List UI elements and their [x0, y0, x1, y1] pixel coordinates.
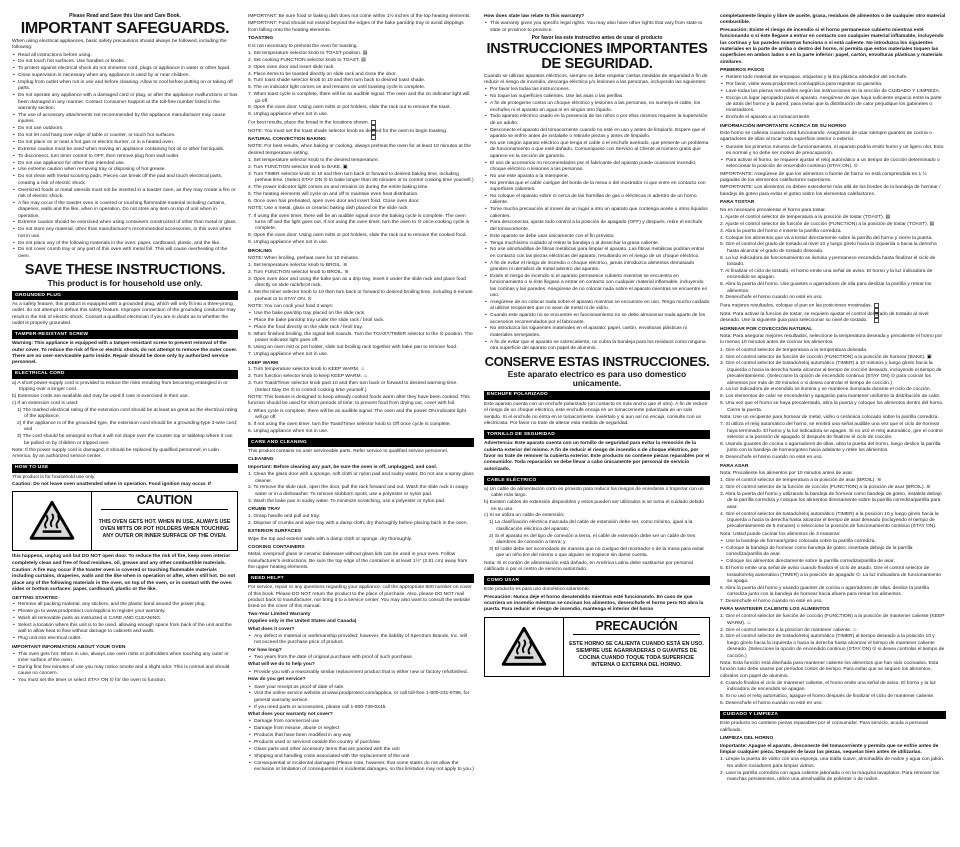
- bullet-list: [248, 685, 474, 712]
- list-item: 2. Dispose of crumbs and wipe tray with a damp cloth; dry thoroughly before placing back in the oven.: [248, 520, 468, 526]
- numbered-list: [720, 348, 946, 414]
- list-item: 4. La luz indicadora de encendido se ilumina y se mantiene iluminada durante el ciclo de cocción.: [720, 387, 931, 393]
- paragraph: When using electrical appliances, basic safety precautions should always be followed, including the following:: [12, 38, 227, 51]
- numbered-list: [248, 332, 474, 359]
- list-item: 9. Unplug appliance when not in use.: [248, 240, 329, 246]
- list-item: • Do not touch hot surfaces. Use handles or knobs.: [12, 59, 238, 65]
- caution-icon-cell: [485, 618, 563, 676]
- numbered-list: [248, 472, 474, 505]
- paragraph: Nota: Para activar la funcion de tostar, se requiere ajustar el control del grado de tostado al nivel deseado. Use la siguiente guia para seleccionar su nivel de tostado.: [720, 311, 929, 324]
- numbered-list: [720, 614, 946, 660]
- list-item: 1. Turn temperature selector knob to KEEP WARM. ♨: [248, 367, 365, 373]
- section-subheading: CRUMB TRAY: [248, 507, 281, 512]
- list-item: 6. Once oven has preheated, open oven door and insert food. Close oven door.: [248, 198, 420, 204]
- list-item: 7. If using the oven timer, there will be an audible signal once the baking cycle is complete. The oven turns off and the light goes out. If not using the oven timer, turn the oven to ⊙ once cooking cycle is complete.: [248, 213, 470, 232]
- paragraph: NOTE: You can cook your food 3 ways:: [248, 304, 334, 309]
- list-item: 1. Gire el control selector de función de cocción (FUNCTION) a la posición de mantener caliente (KEEP WARM). ♨: [720, 614, 945, 626]
- list-item: • Enchufe el aparato a un tomacorriente.: [720, 115, 946, 121]
- list-item: 9. Unplug appliance when not in use.: [248, 112, 329, 118]
- list-item: 3) El cable debe ser acomodado de manera que no cuelgue del mostrador o de la mesa para evitar que un niño tire del mismo o que alguien se tropiece sin darse cuenta.: [489, 546, 705, 559]
- list-item: 1. Set temperature selector knob to the desired temperature.: [248, 158, 380, 164]
- paragraph: IMPORTANT: Be sure food or baking dish does not come within 1½ inches of the top heating elements.: [248, 14, 471, 19]
- list-item: 7. Unplug appliance when not in use.: [248, 352, 329, 358]
- bullet-list: [720, 145, 946, 171]
- list-item: b) Extension cords are available and may be used if care is exercised in their use.: [12, 393, 189, 399]
- household-use-subheading: Este aparato electrico es para uso domestico unicamente.: [507, 368, 687, 388]
- bullet-list: [720, 539, 946, 566]
- list-item: • Read all instructions before using.: [12, 53, 238, 59]
- numbered-list: [484, 487, 710, 560]
- paragraph: Nota: Usted puede cocinar los alimentos de 3 maneras:: [720, 531, 841, 537]
- bold-paragraph: Two-Year Limited Warranty: [248, 611, 311, 617]
- list-item: • Do not operate any appliance with a damaged cord or plug, or after the appliance malfunctions or has been damaged in any manner. Contact Consumer Support at the toll-free number listed in the warranty section.: [12, 93, 238, 112]
- list-item: • El uso de accesorios no recomendados por el fabricante del aparato puede ocasionar incendio, choque eléctrico o lesiones a las personas.: [484, 161, 710, 174]
- list-item: 9. Desenchufe el horno cuando no esté en uso.: [720, 455, 823, 461]
- bullet-list: [248, 655, 474, 661]
- list-item: 6. Using an oven mitt or pot holder, slide out broiling rack together with bake pan to remove food.: [248, 345, 458, 351]
- list-item: • Tome mucha precaución al mover de un lugar a otro un aparato que contenga aceite u otros líquidos calientes.: [484, 207, 710, 220]
- list-item: 5. Si no usó el reloj automático, apague el horno después de finalizar el ciclo de mantener caliente.: [720, 694, 935, 700]
- bold-paragraph: this happens, unplug unit but DO NOT open door. To reduce the risk of fire, keep oven interior completely clean and free of food residues, oil, grease and any other combustible materials.: [12, 554, 231, 566]
- list-item: 2. Set cooking FUNCTION selector knob to TOAST. ▤: [248, 57, 366, 63]
- column-2: [248, 13, 474, 839]
- list-item: • Oversized foods or metal utensils must not be inserted in a toaster oven, as they may create a fire or risk of electric shock.: [12, 188, 238, 201]
- numbered-list: [248, 214, 474, 247]
- paragraph: This product is for household use only.: [12, 474, 96, 480]
- bullet-list: [248, 719, 474, 773]
- list-item: • A fin de evitar el riesgo de incendio o choque eléctrico, jamás introduzca alimentos demasiado grandes ni utensilios de metal adentro del aparato.: [484, 261, 710, 274]
- list-item: • Damage from commercial use: [248, 719, 474, 725]
- list-item: • Retiere todo material de empaque, etiquetas y la tira plástica alrededor del enchufe.: [720, 75, 946, 81]
- paragraph: Metal, ovenproof glass or ceramic bakeware without glass lids can be used in your oven. Follow manufacturer's instructions. Be sure the top edge of the container is at least 1½" (3.81 cm) away from the upper heating elements.: [248, 552, 468, 570]
- section-subheading: COOKING CONTAINERS: [248, 544, 305, 550]
- numbered-list: [720, 566, 946, 605]
- list-item: • Para desconectar, ajuste todo control a la posición de apagado (OFF) y después, retire el enchufe del tomacorriente.: [484, 220, 710, 233]
- list-item: 3. Gire el control selector de tostado/reloj automático (TIMER) al tiempo deseado a la posición 10 y luego gírelo hacia la izquierda o hacia la derecha hasta alcanzar el tiempo de mantener caliente deseado. (Seleccione la opción de encendido continuo (STAY ON) ⊙ si desea controlar el tiempo de cocción.): [720, 634, 945, 659]
- list-item: 2. Turn FUNCTION selector knob to BAKE. ▣: [248, 165, 348, 170]
- caution-body: [563, 618, 709, 676]
- list-item: 4. When cycle is complete, there will be an audible signal. The oven and the power ON indicator light will go off.: [248, 408, 466, 420]
- list-item: • A fire may occur if the toaster oven is covered or touching flammable material including curtains, draperies, walls and the like, when in operation. Do not store any item on top of unit when in operation.: [12, 201, 238, 220]
- list-item: • No permita que el cable cuelgue del borde de la mesa o del mostrador ni que entre en contacto con superficies calientes.: [484, 181, 710, 194]
- bullet-list: [12, 652, 238, 685]
- list-item: 1. Gire el control selector de temperatura a la temperatura deseada.: [720, 347, 868, 353]
- list-item: • No use este aparato a la intemperie.: [484, 174, 710, 180]
- numbered-list: [248, 51, 474, 119]
- bold-paragraph: Advertencia: Este aparato cuenta con un tornillo de seguridad para evitar la remoción de la cubierta exterior del mismo. A fin de reducir el riesgo de incendio o de choque eléctrico, por favor no trate de remover la cubierta exterior. Este producto no contiene piezas reparables por el consumidor. Toda reparación se debe llevar a cabo únicamente por personal de servicio autorizado.: [484, 441, 710, 472]
- list-item: • Glass parts and other accessory items that are packed with the unit: [248, 747, 474, 753]
- paragraph: As a safety feature, this product is equipped with a grounded plug, which will only fit into a three-prong outlet. do not attempt to defeat this safety feature. Improper connection of the grounding conductor may result in the risk of electric shock. Consult a qualified electrician if you are in doubt as to whether the outlet is properly grounded.: [12, 301, 236, 327]
- list-item: • Place the bake pan/drip tray under the slide rack / broil rack.: [248, 318, 474, 324]
- list-item: 8. Open the oven door. Using oven mitts or pot holders, slide the rack out to remove the toast.: [248, 105, 451, 111]
- heat-warning-triangle-icon: [29, 500, 75, 542]
- list-item: c) Si se utiliza un cable de extensión:: [484, 513, 565, 519]
- list-item: • Do not store any material, other than manufacturer's recommended accessories, in this oven when not in use.: [12, 227, 238, 240]
- section-subheading: EXTERIOR SURFACES: [248, 529, 301, 535]
- list-item: • A fin de evitar que el aparato se sobrecaliente, no cubra la bandeja para los residuos como ninguna otra superficie del aparato con papel de aluminio.: [484, 340, 710, 353]
- section-bar: TORNILLO DE SEGURIDAD: [484, 430, 710, 439]
- numbered-list: [248, 409, 474, 436]
- bold-paragraph: For how long?: [248, 647, 282, 653]
- list-item: • Extreme caution must be used when moving an appliance containing hot oil or other hot liquids.: [12, 147, 238, 153]
- kicker-text: Por favor lea este instructivo antes de usar el producto: [531, 34, 663, 41]
- paragraph: Note: If the power supply cord is damaged, it should be replaced by qualified personnel; in Latin America, by an authorized service center.: [12, 447, 219, 460]
- section-subheading: PARA ASAR: [720, 463, 749, 469]
- list-item: 5. If not using the oven timer, turn the Toast/Timer selector knob to Off once cycle is complete.: [248, 421, 451, 427]
- paragraph: Nota: Use un recipiente para hornear de metal, vidrio o cerámica colocado sobre la parrilla corrediza.: [720, 414, 939, 420]
- bullet-list: [12, 602, 238, 642]
- list-item: 1. Grasp handle and pull out tray.: [248, 513, 320, 519]
- paragraph: Este aparato cuenta con un enchufe polarizado (un contacto es más ancho que el otro). A fin de reducir el riesgo de un choque eléctrico, este enchufe encaja en un tomacorriente polarizada en un solo sentido. Si el enchufe no entra en le tomacorriente, inviértalo y si aun así no encaja, consulte con un electricista. Por favor no trate de alterar esta medida de seguridad.: [484, 401, 708, 426]
- list-item: • No use ningún aparato eléctrico que tenga el cable o el enchufe averiado, que presente un problema de funcionamiento o que esté dañado. Comuníquese con Servicio al Cliente al número gratis que aparece en la sección de garantía.: [484, 141, 710, 160]
- list-item: • Durante los primeros minutos de funcionamiento, el aparato podría emitir humo y un ligero olor. Esto es normal y no debe ser motivo de preocupación.: [720, 145, 946, 158]
- paragraph: NOTE: This feature is designed to keep already cooked foods warm after they have been cooked. This function should be used for short periods of time; to prevent food from drying out, cover with foil.: [248, 394, 470, 407]
- list-item: • The use of accessory attachments not recommended by the appliance manufacturer may cause injuries.: [12, 113, 238, 126]
- bullet-list: [484, 87, 710, 352]
- list-item: • Consequential or incidental damages (Please note, however, that some states do not allow the exclusion or limitation of consequential or incidental damages, so this limitation may not apply to you.): [248, 761, 474, 774]
- list-item: • No use almohadillas de fibras metálicas para limpiar el aparato. Las fibras metálicas podrían entrar en contacto con las piezas eléctricas del aparato, resultando en el riesgo de un choque eléctrico.: [484, 247, 710, 260]
- section-bar: COMO USAR: [484, 576, 710, 585]
- caution-text: THIS OVEN GETS HOT. WHEN IN USE, ALWAYS USE OVEN MITTS OR POT HOLDERS WHEN TOUCHING ANY OUTER OR INNER SURFACE OF THE OVEN.: [98, 519, 231, 540]
- bold-paragraph: What does your warranty not cover?: [248, 712, 333, 717]
- section-bar: CUIDADO Y LIMPIEZA: [720, 711, 946, 720]
- section-subheading: NATURAL CONVECTION BAKING: [248, 137, 326, 142]
- section-subheading: INFORMACIÓN IMPORTANTE ACERCA DE SU HORNO: [720, 123, 847, 129]
- paragraph: NOTE: You must set the toast shade selector knob as desired for the oven to begin toasting.: [248, 128, 448, 134]
- list-item: 3) The cord should be arranged so that it will not drape over the counter top or tabletop where it can be pulled on by children or tripped over.: [17, 434, 233, 446]
- list-item: 4. Set the timer selector knob to 10 then turn back or forward to desired broiling time, including 5-minute preheat or to STAY ON. ⊙: [248, 290, 473, 302]
- list-item: 2. Gire el control selector de función de cocción (FUNCTION) a la posición de hornear (BAKE). ▣: [720, 354, 932, 360]
- section-subheading: KEEP WARM: [248, 360, 279, 366]
- list-item: 4. The power indicator light comes on and remains on during the entire baking time.: [248, 185, 429, 191]
- bullet-list: [248, 311, 474, 331]
- numbered-list: [248, 263, 474, 303]
- bold-paragraph: Precaución: Existe el riesgo de incendio si el horno permanence cubierto mientras esté funcionando o si éste llegase a entrar en contacto con cualquier material inflamable, incluyendo las cortinas y las paredes mientras funciona o si está caliente. No introduzca los siguientes materiales en la parte de arriba o dentro del horno, ní permita que estos materiales toquen las superficies en ambos lados o en la parte inferior: papel, cartón, envolturas plásticas y materials similares.: [720, 27, 944, 65]
- paragraph: Este producto no contiene piezas reparables por el consumidor. Para servicio, acuda a personal calificado.: [720, 721, 928, 733]
- paragraph: Nota: Precaliente los alimentos por 10 minutos antes de asar.: [720, 470, 854, 476]
- list-item: • Damage from misuse, abuse or neglect: [248, 726, 474, 732]
- section-subheading: TOASTING: [248, 36, 274, 42]
- list-item: • This oven gets hot. When in use, always use oven mitts or potholders when touching any outer or inner surface of the oven.: [12, 652, 238, 665]
- list-item: • Save your receipt as proof of date of sale.: [248, 685, 474, 691]
- list-item: 1) The marked electrical rating of the extension cord should be at least as great as the electrical rating of the appliance;: [17, 407, 238, 420]
- list-item: 1) La clasificación eléctrica marcada del cable de extensión debe ser, como mínimo, igual a la clasificación eléctrica del aparato;: [489, 520, 693, 532]
- list-item: 4. Gire el control selector de tostado/reloj automático (TIMER) a la posición 10 y luego gírelo hacia la izquierda o hacia la derecha hasta alcanzar el tiempo de asar deseado (incluyendo el tiempo de precalentamiento de 5 minutos) o seleccione la posición de funcionamiento continuo (STAY ON).: [720, 511, 939, 530]
- list-item: 2. Gire el control selector a la posicion de mantener caliente. ♨: [720, 627, 858, 633]
- list-item: 1. Clean the glass door with a sponge, soft cloth or nylon pad and sudsy water. Do not use a spray glass cleaner.: [248, 472, 474, 484]
- section-bar: ELECTRICAL CORD: [12, 370, 238, 379]
- list-item: 6. Desenchufe el horno cuando no esté en uso.: [720, 701, 823, 707]
- list-item: • Lave todas las piezas removibles según las instrucciones en la sección de CUIDADO Y LIMPIEZA.: [720, 89, 946, 95]
- paragraph: NOTE: When broiling, preheat oven for 10 minutes.: [248, 255, 360, 261]
- list-item: 7. Al finalizar el ciclo de tostado, el horno emite una señal de aviso. El horno y la luz indicadora de encendido se apagan.: [720, 268, 933, 281]
- section-subheading: PARA TOSTAR: [720, 200, 755, 206]
- list-item: a) Un cable de alimentación corto es provisto para reducir los riesgos de enredarse o tropezar con un cable más largo.: [484, 486, 704, 499]
- section-bar: ENCHUFE POLARIZADO: [484, 391, 710, 400]
- list-item: 5. Turn toast shade selector knob to 10 and then turn back to desired toast shade.: [248, 78, 426, 84]
- bold-paragraph: Caution: Do not leave oven unattended when in operation. Food ignition may occur. If: [12, 481, 211, 487]
- paragraph: Wipe the top and exterior walls with a damp cloth or sponge. dry thoroughly.: [248, 536, 413, 542]
- bullet-list: [484, 21, 710, 34]
- list-item: 2) Si el aparato es del tipo de conexión a tierra, el cable de extensión debe ser un cable de tres alambres de conexión a tierra; y: [489, 533, 696, 545]
- list-item: 1. Set temperature selector knob to TOAST position. ▤: [248, 50, 368, 56]
- paragraph: Nota: Esta función está diseñada para mantener caliente los alimentos que han sido cocinados. Esta función solo debe usarse por períodos cortos de tiempo. Para evitar que se sequen los alimentos, cúbralos con papel de aluminio.: [720, 660, 939, 679]
- list-item: • Close supervision is necessary when any appliance is used by or near children.: [12, 73, 238, 79]
- list-item: 2. Turn FUNCTION selector knob to BROIL. ≋: [248, 270, 349, 276]
- list-item: • No coloque el aparato sobre ni cerca de las hornillas de gas o eléctricas ni adentro de un horno caliente.: [484, 194, 710, 207]
- bold-paragraph: Important: Before cleaning any part, be sure the oven is off, unplugged, and cool.: [248, 464, 438, 470]
- list-item: • During first few minutes of use you may notice smoke and a slight odor. This is normal and should cause no concern.: [12, 665, 238, 678]
- list-item: • Provide you with a reasonably similar replacement product that is either new or factory refurbished.: [248, 670, 474, 676]
- paragraph: NOTE: Use a metal, glass or ceramic baking dish placed on the slide rack: [248, 206, 408, 212]
- paragraph: IMPORTANTE: Los alimentos no deben extenderse más allá de los bordes de la bandeja de hornear / bandejo de goteo para evitar el goteo sobre los elementos calefactores.: [720, 185, 941, 197]
- bold-paragraph: How do you get service?: [248, 677, 306, 683]
- list-item: 7. Desenchufe el horno cuando no esté en uso.: [720, 599, 823, 604]
- list-item: 1. Gire el control selector de temperatura a la posición de asar (BROIL). ≋: [720, 478, 882, 484]
- list-item: • This warranty gives you specific legal rights. You may also have other rights that vary from state to state or province to province.: [484, 21, 710, 34]
- bold-paragraph: Warning: This appliance is equipped with a tamper-resistant screw to prevent removal of the outer cover. To reduce the risk of fire or electric shock, do not attempt to remove the outer cover. There are no user-serviceable parts inside. Repair should be done only by authorized service personnel.: [12, 341, 238, 366]
- list-item: 2. Ajuste el control selector de función de cocción (FUNCTION) a la posición de tostar (TOAST). ▤: [720, 221, 935, 227]
- list-item: 3. Open oven door and insert slide rack.: [248, 64, 335, 70]
- paragraph: For service, repair or any questions regarding your appliance, call the appropriate 800 number on cover of this book. Please DO NOT return the product to the place of purchase. Also, please DO NOT mail product back to manufacturer, nor bring it to a service center. You may also want to consult the website listed on the cover of this manual.: [248, 585, 472, 610]
- list-item: • Desconecte el aparato del tomacorriente cuando no esté en uso y antes de limpiarlo. Espere que el aparato se enfríe antes de instalarle o retirarle piezas y antes de limpiarlo.: [484, 128, 710, 141]
- list-item: 3. Abra la puerta del horno e inserte la parrilla corrediza.: [720, 228, 842, 234]
- list-item: 2. Turn function selector knob to keep KEEP WARM. ♨: [248, 374, 368, 380]
- numbered-list: [12, 381, 238, 447]
- list-item: • Coloque los alimentos directamente sobre la parrilla corrediza/parrilla de asar.: [720, 559, 946, 565]
- section-subheading: HORNEAR POR COVECCIÓN NATURAL: [720, 326, 813, 332]
- list-item: 2. Lave la parrilla corrediza con agua caliente jabonada o en la máquina lavaplatos. Para remover las manchas persistentes, utilice una almohadilla de poliéster o de nailon.: [720, 770, 940, 782]
- caution-icon-cell: [13, 492, 91, 550]
- numbered-list: [720, 215, 946, 302]
- list-item: • Cuando este aparato no se encuentre en funcionamiento no se debe almacenar nada aparte de los accesorios recomendados por el fabricante.: [484, 313, 710, 326]
- list-item: • Do not use outdoors.: [12, 126, 238, 132]
- paragraph: Nota: Para asegurar mejores resultados, seleccione la temperatura deseada y precaliente el horno por lo menos 10 minutos antes de cocinar los alimentos.: [720, 333, 943, 346]
- column-1: [12, 13, 238, 839]
- section-bar: CARE AND CLEANING: [248, 438, 474, 447]
- list-item: • Escoja un lugar apropiado para el aparato. Asegúrese de que haya suficiente espacio entre la parte de atrás del horno y la pared, para evitar que la distribución de calor perjudique los gabinetes o mostradores.: [720, 96, 946, 115]
- list-item: • Please go to www.prodprotect.com/applica to register your warranty.: [12, 609, 238, 615]
- section-subheading: IMPORTANT INFORMATION ABOUT YOUR OVEN: [12, 644, 126, 650]
- list-item: 3. Open oven door and using the bake pan as a drip tray, insert it under the slide rack and place food directly on slide rack/broil rack.: [248, 277, 466, 289]
- kicker-text: Please Read and Save this Use and Care Book.: [69, 13, 181, 19]
- section-subheading: BROILING: [248, 248, 272, 254]
- list-item: 5. El horno emite una señal de aviso cuando finaliza el ciclo de asado. Gire el control selector de tostado/reloj automático (TIMER) a la posición de apagado ⊙. La luz indicadora de funcionamiento se apaga.: [720, 566, 941, 584]
- list-item: • Shipping and handling costs associated with the replacement of the unit: [248, 754, 474, 760]
- list-item: • Remove all packing material, any stickers, and the plastic band around the power plug.: [12, 602, 238, 608]
- section-subheading: CLEANING: [248, 457, 274, 463]
- bold-paragraph: (Applies only in the United States and Canada): [248, 619, 357, 625]
- list-item: • To protect against electrical shock do not immerse cord, plugs or appliance in water or other liquid.: [12, 66, 238, 72]
- numbered-list: [248, 514, 474, 527]
- list-item: 2) If the appliance is of the grounded type, the extension cord should be a grounding-type 3-wire cord; and: [17, 420, 238, 433]
- section-bar: NEED HELP?: [248, 574, 474, 583]
- section-subheading: GETTING STARTED: [12, 595, 58, 601]
- numbered-list: [720, 757, 946, 783]
- list-item: 1. Set temperature selector knob to BROIL. ≋: [248, 263, 348, 269]
- save-instructions-heading: CONSERVE ESTAS INSTRUCCIONES.: [484, 354, 710, 370]
- bold-paragraph: How does state law relate to this warranty?: [484, 14, 585, 19]
- paragraph: Este horno se calienta cuando está funcionando. Asegúrese de usar siempre guantes de cocina o agarradores de ollas al tocar toda superficie interior o exterior.: [720, 130, 932, 143]
- list-item: b) Existen cables de extensión disponibles y estos pueden ser utilizados si se toma el cuidado debido en su uso.: [484, 500, 704, 512]
- bold-paragraph: What does it cover?: [248, 626, 295, 632]
- bread-position-grid-icon: [873, 303, 882, 311]
- list-item: • Do not clean with metal scouring pads. Pieces can break off the pad and touch electrical parts, creating a risk of electric shock.: [12, 174, 238, 187]
- list-item: 7. Si utiliza el reloj automático del horno, se emitirá una señal audible una vez que el ciclo de hornear haya terminado. El horno y la luz indicadora se apagan. Si no usó el reloj automático, gire el control selector a la posición de apagado ⊙ después de finalizar el ciclo de cocción.: [720, 422, 943, 440]
- bold-paragraph: What will we do to help you?: [248, 662, 315, 668]
- section-bar: GROUNDED PLUG: [12, 291, 238, 300]
- list-item: • Two years from the date of original purchase with proof of such purchase.: [248, 655, 474, 661]
- list-item: • Select a location where this unit is to be used, allowing enough space from back of the unit and the wall to allow heat to flow without damage to cabinets and walls.: [12, 623, 238, 636]
- list-item: • Do not let cord hang over edge of table or counter, or touch hot surfaces.: [12, 133, 238, 139]
- list-item: 4. Coloque los alimentos que va a tostar directamente sobre la parrilla del horno y cierre la puerta.: [720, 235, 933, 241]
- list-item: 5. When finished broiling, the signal bell sounds. Turn the TOAST/TIMER selector to the ⊙ position. The power indicator light goes off.: [248, 332, 473, 344]
- bullet-list: [720, 75, 946, 122]
- list-item: c) If an extension cord is used:: [12, 400, 79, 406]
- numbered-list: [720, 478, 946, 531]
- list-item: • Do not cover crumb tray or any part of this oven with metal foil. This will cause overheating of the oven.: [12, 247, 238, 260]
- list-item: • If you need parts or accessories, please call 1-800-738-0245.: [248, 705, 474, 711]
- list-item: • Este aparato se debe usar únicamente con el fin previsto.: [484, 234, 710, 240]
- list-item: • Do not place on or near a hot gas or electric burner, or in a heated oven.: [12, 140, 238, 146]
- list-item: 6. Una vez que el horno se haya precalentado, abra la puerta y coloque los alimentos dentro del horno. Cierre la puerta.: [720, 401, 944, 413]
- caution-title: PRECAUCIÓN: [595, 618, 678, 633]
- caution-text: ESTE HORNO SE CALIENTA CUANDO ESTÁ EN USO. SIEMPRE USE AGARRADERAS O GUANTES DE COCINA CUANDO TOQUE TODA SUPERFICIE INTERNA O EXTERNA DEL HORNO.: [569, 640, 704, 669]
- heat-warning-triangle-icon: [501, 626, 547, 668]
- list-item: 6. Unplug appliance when not in use.: [248, 428, 329, 434]
- main-heading: INSTRUCCIONES IMPORTANTES DE SEGURIDAD.: [486, 41, 708, 72]
- list-item: a) A short power-supply cord is provided to reduce the risks resulting from becoming entangled in or tripping over a longer cord.: [12, 380, 228, 393]
- caution-divider: [573, 634, 700, 635]
- paragraph: IMPORTANTE: Asegúrese de que los alimentos o fuente de horno no está comprendida en 1 ½ pulgadas de los elementos calefactores superiores.: [720, 171, 927, 183]
- list-item: 4. Cuando finaliza el ciclo de mantener caliente, el horno emite una señal de aviso. El horno y la luz indicadora de encendido se apagan.: [720, 681, 936, 693]
- list-item: • Do not use appliance for other than intended use.: [12, 161, 238, 167]
- list-item: 3. Turn Toast/Timer selector knob past 10 and then turn back or forward to desired warming time. (Select Stay On ⊙ to control cooking time yourself.): [248, 381, 458, 393]
- household-use-subheading: This product is for household use only.: [47, 277, 203, 288]
- section-bar: TAMPER-RESISTANT SCREW: [12, 330, 238, 339]
- bold-paragraph: Precaución: Nunca deje el horno desatendido mientras esté funcionando. En caso de que ocurriera un incendio mientras se cocinan los alimentos, desenchufe el horno pero NO abra la puerta. Para reducir el riesgo de incendio, mantenga el interior del horno: [484, 594, 704, 613]
- column-4: [720, 13, 946, 839]
- list-item: • Coloque la bandeja de hornear como bandeja de goteo, insertada debajo de la parrilla corrediza/parrilla de asar.: [720, 546, 946, 559]
- bullet-list: [248, 634, 474, 647]
- bullet-list: [248, 670, 474, 676]
- section-subheading: PARA MANTENER CALIENTE LOS ALIMENTOS: [720, 607, 830, 613]
- paragraph: Cuando se utilizan aparatos eléctricos, siempre se debe respetar ciertas medidas de seguridad a fin de reducir el riesgo de incendio, descarga eléctrica y/o lesiones a las personas, incluyendo las siguientes:: [484, 73, 708, 86]
- list-item: 3. Turn TIMER selector knob to 10 and then turn back or forward to desired baking time, including preheat time. (Select STAY ON ⊙ to bake longer than 30 minutes or to control cooking time yourself.): [248, 171, 474, 184]
- paragraph: It is not necessary to preheat the oven for toasting.: [248, 43, 358, 49]
- list-item: • Do not place any of the following materials in the oven: paper, cardboard, plastic, and the like.: [12, 241, 238, 247]
- list-item: • Existe el riesgo de incendio si el aparato permanece cubierto mientras se encuentra en funcionamiento o si éste llegase a entrar en contacto con cualquier material inflamable, incluyendo las cortinas y las paredes. Asegúrese de no colocar nada sobre el aparato mientras se encuentre en uso.: [484, 274, 710, 300]
- list-item: • Por favor lea todas las instrucciones.: [484, 87, 710, 93]
- numbered-list: [720, 681, 946, 708]
- list-item: 8. Usando guantes de cocina o agarradores de ollas, abra la puerta del horno, luego deslice la parrilla junto con la bandeja de horneo/goteo hacia adelante y retire los alimentos.: [720, 441, 941, 454]
- list-item: 6. La luz indicadora de funcionamiento se ilumina y permanece encendida hasta finalizar el ciclo de tostado.: [720, 255, 936, 267]
- list-item: 6. Abra la puerta del horno y usando guantes de cocina o agarradores de ollas, deslice la parrilla corrediza junto con la bandeja de hornear hacia afuera para retirar los alimentos.: [720, 585, 930, 598]
- list-item: • No introduzca los siguientes materiales en el aparato: papel, cartón, envolturas plásticas ni materiales semejantes.: [484, 326, 710, 339]
- bold-paragraph: Caution: A fire may occur if the toaster oven is covered or touching flammable materials including curtains, draperies, walls and the like when in operation or after, when still hot. Do not place any of the following materials in the oven, on top of the oven, or in contact with the oven sides or bottom surfaces: paper, cardboard, plastic or the like.: [12, 568, 236, 593]
- list-item: • Visit the online service website at www.prodprotect.com/applica, or call toll-free 1-800-231-9786, for general warranty service.: [248, 691, 474, 704]
- list-item: 5. The heating elements will cycle on and off to maintain even heat distribution.: [248, 192, 419, 197]
- list-item: • No toque las superficies calientes. Use las asas o las perillas.: [484, 94, 710, 100]
- numbered-list: [248, 367, 474, 394]
- list-item: 1. Ajuste el control selector de temperatura a la posición de tostar (TOAST). ▤: [720, 214, 891, 220]
- list-item: • Any defect in material or workmanship provided; however, the liability of Spectrum Brands, Inc. will not exceed the purchase price of product.: [248, 634, 474, 647]
- caution-box: [484, 617, 710, 677]
- column-3: [484, 13, 710, 839]
- save-instructions-heading: SAVE THESE INSTRUCTIONS.: [24, 262, 226, 279]
- list-item: • Wash all removable parts as instructed in CARE AND CLEANING.: [12, 616, 238, 622]
- bread-position-grid-icon: [370, 120, 379, 128]
- caution-title: CAUTION: [136, 493, 193, 508]
- list-item: • Asegúrese de no colocar nada sobre el aparato mientras se encuentre en uso. Tenga mucho cuidado al utilizar recipientes que no sean de metal ni de vidrio.: [484, 300, 710, 313]
- list-item: • Para activar el horno, se requiere ajustar el reloj automático a un tiempo de cocción determinado o seleccionar la posición de encendido continuo (STAY ON). ⊙: [720, 158, 946, 171]
- bold-paragraph: Importante: Apague el aparato, desconecte del tomacorriente y permita que se enfríe antes de limpiar cualquier pieza. Después de lavar las piezas, sequelas bien antes de utilizarlas.: [720, 743, 939, 755]
- list-item: • Use the bake pan/drip tray placed on the slide rack.: [248, 311, 474, 317]
- paragraph: Nota: Si el cordón de alimentación está dañado, en América Latina debe sustituirse por personal calificado o por el centro de servicio autorizado.: [484, 560, 693, 572]
- section-subheading: LIMPIEZA DEL HORNO: [720, 736, 774, 742]
- paragraph: NOTE: For best results, when baking or cooking, always preheat the oven for at least 10 minutes at the desired temperature setting.: [248, 144, 471, 156]
- list-item: 1. Limpie la puerta de vidrio con una esponja, una toalla suave, almohadilla de nailon y agua con jabón. No utilice rociadores para limpiar vidrios.: [720, 757, 945, 769]
- list-item: • Tenga muchísimo cuidado al retirar la bandeja o al desechar la grasa caliente.: [484, 241, 710, 247]
- list-item: • Use extreme caution when removing tray or disposing of hot grease.: [12, 167, 238, 173]
- paragraph: IMPORTANT: Food should not extend beyond the edges of the bake pan/drip tray to avoid drippings from falling onto the heating elements.: [248, 21, 464, 33]
- paragraph: This product contains no user serviceable parts. Refer service to qualified service personnel.: [248, 449, 449, 454]
- caution-box: [12, 491, 238, 551]
- paragraph: For best results, place the bread in the locations shown.: [248, 120, 474, 128]
- section-bar: CABLE ELÉCTRICO: [484, 476, 710, 485]
- list-item: 4. Place items to be toasted directly on slide rack and close the door.: [248, 71, 397, 77]
- list-item: • A fin de protegerse contra un choque eléctrico y lesiones a las personas, no sumerja el cable, los enchufes ni el aparato en agua ni en ningún otro líquido.: [484, 101, 710, 114]
- list-item: 2. Gire el control selector de la función de cocción (FUNCTION) a la posición de asar (BROIL). ≋: [720, 485, 931, 491]
- list-item: 7. When toast cycle is complete, there will be an audible signal. The oven and the on indicator light will go off.: [248, 92, 470, 104]
- list-item: 3. Gire el control selector de tostado/reloj automático (TIMER) a 10 minutos y luego gírelo hacia la izquierda o hacia la derecha hasta alcanzar al tiempo de cocción deseado, incluyendo el tiempo de precalentamiento. (Seleccione la opción de encendido continuo (STAY ON) ⊙ para cocinar los alimentos por más de 30 minutos o si desea controlar el tiempo de cocción.): [720, 361, 942, 386]
- bullet-list: [12, 53, 238, 261]
- bold-paragraph: completamente limpio y libre de aceite, grasa, residuos de alimentos o de cualquier otro material combustible.: [720, 14, 946, 26]
- section-subheading: PRIMEROS PASOS: [720, 68, 765, 73]
- list-item: 3. Wash the bake pan in sudsy water. To minimize scratching, use a polyester or nylon pad.: [248, 498, 446, 504]
- caution-divider: [101, 509, 228, 510]
- numbered-list: [720, 422, 946, 461]
- list-item: • Plug unit into electrical outlet.: [12, 636, 238, 642]
- list-item: 8. Abra la puerta del horno. Use guantes o agarradores de olla para deslizar la parrilla y retirar los alimentos.: [720, 282, 932, 294]
- list-item: 3. Abra la puerta del horno y utilizando la bandeja de hornear como bandeja de goteo, instálela debajo de la parrilla corrediza y coloque los alimentos directamente sobre la parrilla corrediza/parrilla para asar.: [720, 492, 942, 510]
- list-item: 5. Gire el control del grado de tostado al nivel 10 y luego gírelo hacia la izquierda o hacia la derecha hasta alcanzar el grado de tostado deseado.: [720, 242, 937, 254]
- paragraph: Para mejores resultados, coloque el pan en las posiciones mostradas.: [720, 303, 946, 311]
- numbered-list: [248, 158, 474, 205]
- list-item: • Por favor, visite www.prodprotect.com/applica para registrar su garantía.: [720, 82, 946, 88]
- list-item: 9. Desenchufe el horno cuando no esté en uso.: [720, 295, 823, 301]
- paragraph: No es necesario precalentar el horno para tostar.: [720, 207, 827, 213]
- caution-body: [91, 492, 237, 550]
- list-item: 8. Open the oven door. Using oven mitts or pot holders, slide the rack out to remove the cooked food.: [248, 233, 467, 239]
- list-item: • Extreme caution should be exercised when using containers constructed of other than metal or glass.: [12, 220, 238, 226]
- list-item: 5. Los elementos de calor se encenderán y apagarán para mantener uniforme la distribución de calor.: [720, 394, 941, 400]
- main-heading: IMPORTANT SAFEGUARDS.: [20, 19, 230, 37]
- list-item: • You must set the timer or select STAY ON ⊙ for the oven to function.: [12, 678, 238, 684]
- list-item: • Use la bandeja de hornear/goteo colocada sobre la parrilla corrediza.: [720, 539, 946, 545]
- list-item: • Todo aparato eléctrico usado en la presencia de los niños o por ellos mismos requiere la supervisión de un adulto.: [484, 114, 710, 127]
- list-item: 6. The on indicator light comes on and remains on until toasting cycle is complete.: [248, 85, 426, 91]
- list-item: • Unplug from outlet when not in use and before cleaning. Allow to cool before putting on or taking off parts.: [12, 80, 238, 93]
- list-item: • To disconnect, turn timer control to OFF, then remove plug from wall outlet.: [12, 154, 238, 160]
- paragraph: Este producto es para uso doméstico solamente.: [484, 587, 591, 593]
- list-item: • Products used or serviced outside the country of purchase: [248, 740, 474, 746]
- list-item: • Place the food directly on the slide rack / broil tray.: [248, 325, 474, 331]
- list-item: 2. To remove the slide rack, open the door, pull the rack forward and out. Wash the slide rack in soapy water or in a dishwasher. To remove stubborn spots, use a polyester or nylon pad.: [248, 485, 469, 497]
- list-item: • Products that have been modified in any way: [248, 733, 474, 739]
- section-bar: HOW TO USE: [12, 464, 238, 473]
